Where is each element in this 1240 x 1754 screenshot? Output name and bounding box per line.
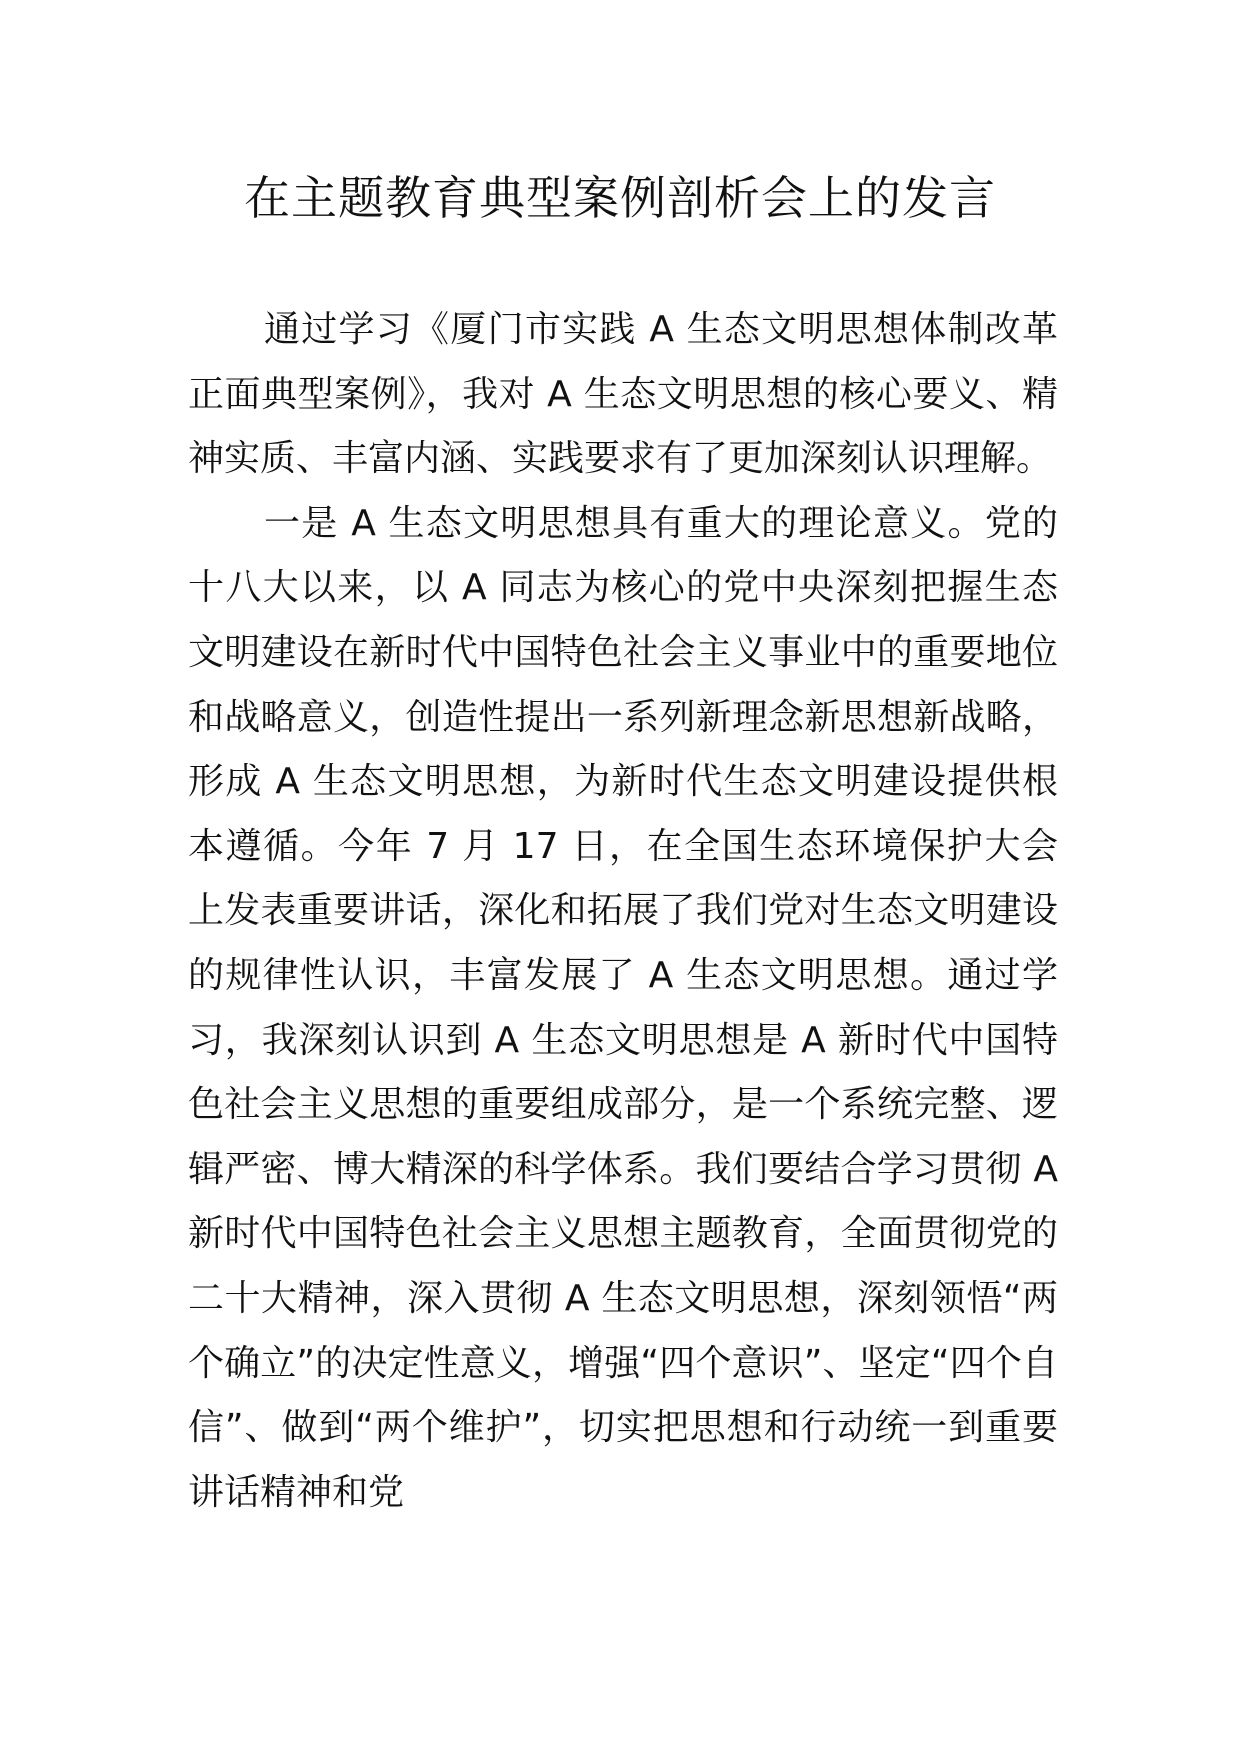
paragraph-intro: 通过学习《厦门市实践 A 生态文明思想体制改革正面典型案例》，我对 A 生态文明思想的核心要义、精神实质、丰富内涵、实践要求有了更加深刻认识理解。 — [188, 309, 1058, 480]
document-body — [188, 298, 1070, 1525]
document-title: 在主题教育典型案例剖析会上的发言 — [244, 171, 996, 225]
paragraph-point-one: 一是 A 生态文明思想具有重大的理论意义。党的十八大以来，以 A 同志为核心的党中央深刻把握生态文明建设在新时代中国特色社会主义事业中的重要地位和战略意义，创造性提出一系列新理念新思想新战略，形成 A 生态文明思想，为新时代生态文明建设提供根本遵循。今年 7 月 17 日，在全国生态环境保护大会上发表重要讲话，深化和拓展了我们党对生态文明建设的规律性认识，丰富发展了 A 生态文明思想。通过学习，我深刻认识到 A 生态文明思想是 A 新时代中国特色社会主义思想的重要组成部分，是一个系统完整、逻辑严密、博大精深的科学体系。我们要结合学习贯彻 A 新时代中国特色社会主义思想主题教育，全面贯彻党的二十大精神，深入贯彻 A 生态文明思想，深刻领悟“两个确立”的决定性意义，增强“四个意识”、坚定“四个自信”、做到“两个维护”，切实把思想和行动统一到重要讲话精神和党 — [188, 502, 1070, 1513]
